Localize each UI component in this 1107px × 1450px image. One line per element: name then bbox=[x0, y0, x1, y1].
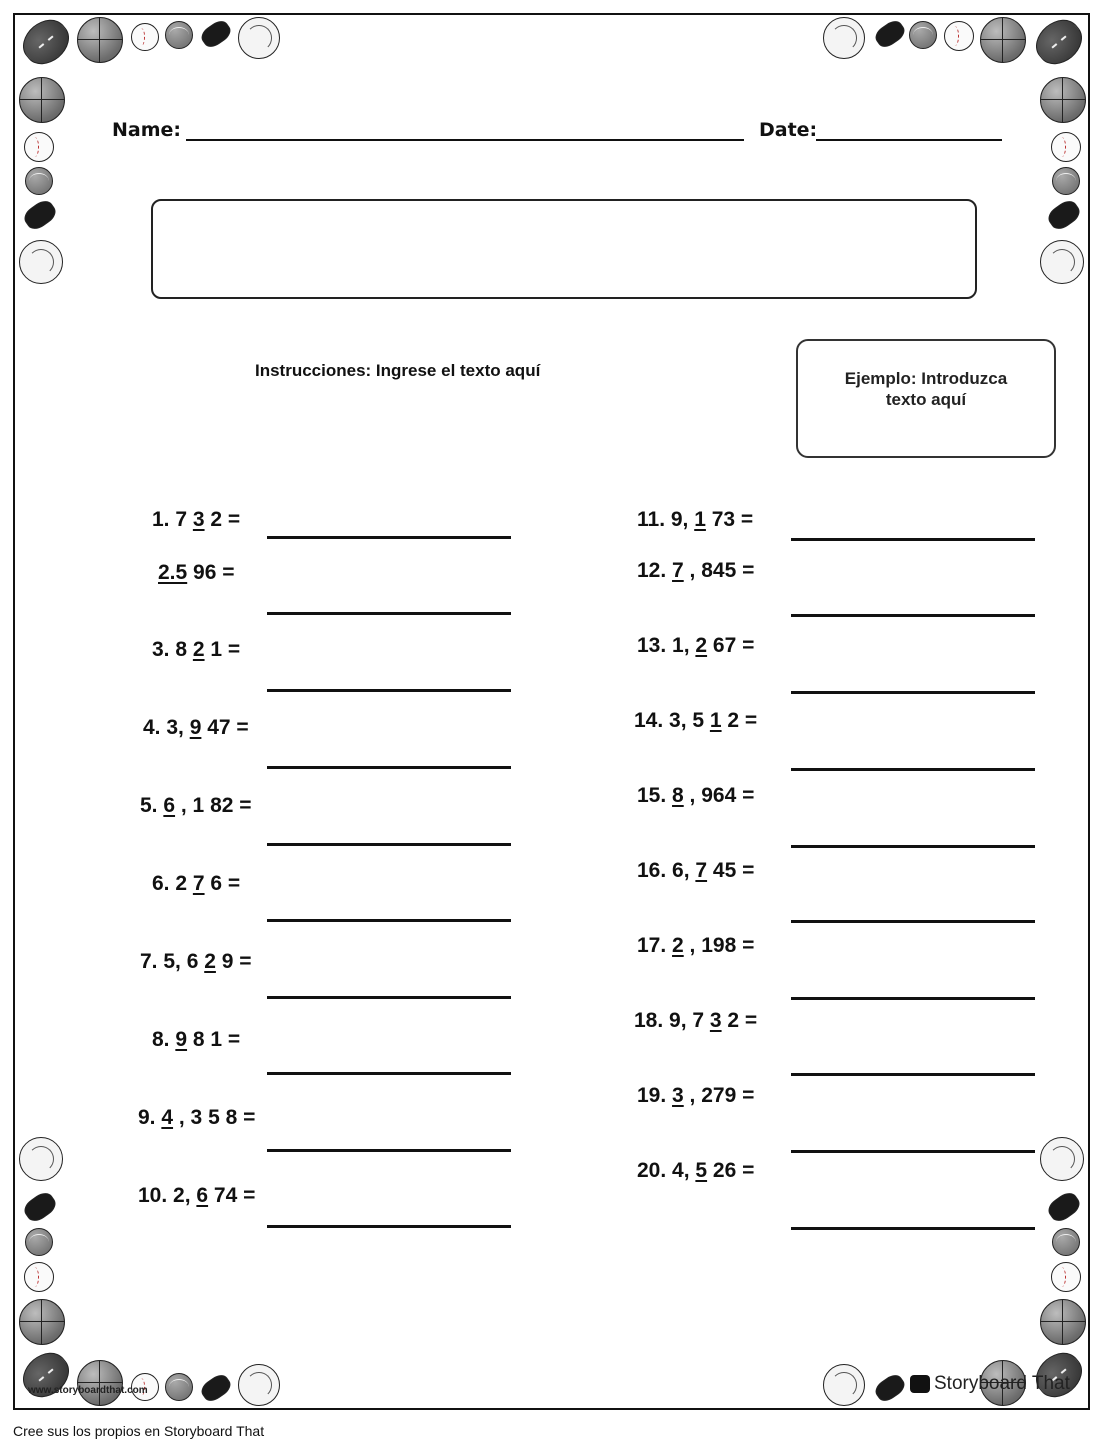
question-prefix: 6. 2 bbox=[152, 872, 193, 895]
volleyball-icon bbox=[823, 1364, 865, 1406]
question-questions_right-5 bbox=[637, 784, 754, 808]
question-prefix: 11. 9, bbox=[637, 508, 695, 531]
underlined-digit: 6 bbox=[163, 794, 176, 817]
volleyball-icon bbox=[1040, 1137, 1084, 1181]
question-prefix: 10. 2, bbox=[138, 1184, 197, 1207]
question-suffix: , 964 = bbox=[683, 784, 755, 807]
baseball-icon bbox=[24, 132, 54, 162]
underlined-digit: 2 bbox=[695, 634, 708, 657]
question-questions_left-4 bbox=[143, 716, 249, 740]
question-suffix: , 845 = bbox=[683, 559, 755, 582]
example-line-1: Ejemplo: Introduzca bbox=[844, 369, 1008, 388]
logo-text: Storyboard That bbox=[934, 1373, 1070, 1394]
basketball-icon bbox=[980, 17, 1026, 63]
ball-icon bbox=[1052, 1228, 1080, 1256]
basketball-icon bbox=[1040, 1299, 1086, 1345]
answer-line[interactable] bbox=[791, 845, 1035, 848]
answer-line[interactable] bbox=[791, 1150, 1035, 1153]
answer-line[interactable] bbox=[791, 614, 1035, 617]
underlined-digit: 9 bbox=[175, 1028, 188, 1051]
underlined-digit: 5 bbox=[695, 1159, 708, 1182]
volleyball-icon bbox=[238, 1364, 280, 1406]
baseball-icon bbox=[1051, 132, 1081, 162]
basketball-icon bbox=[77, 1360, 123, 1406]
example-box bbox=[796, 339, 1056, 458]
question-suffix: 2 = bbox=[721, 709, 758, 732]
answer-line[interactable] bbox=[791, 1073, 1035, 1076]
question-questions_right-1 bbox=[637, 508, 753, 532]
underlined-digit: 3 bbox=[709, 1009, 722, 1032]
ball-icon bbox=[909, 21, 937, 49]
underlined-digit: 8 bbox=[672, 784, 684, 807]
date-label: Date: bbox=[759, 119, 818, 141]
question-prefix: 14. 3, 5 bbox=[634, 709, 710, 732]
question-prefix: 16. 6, bbox=[637, 859, 696, 882]
question-suffix: 96 = bbox=[187, 561, 235, 584]
question-prefix: 3. 8 bbox=[152, 638, 193, 661]
answer-line[interactable] bbox=[791, 768, 1035, 771]
ball-icon bbox=[165, 1373, 193, 1401]
underlined-digit: 1 bbox=[694, 508, 706, 531]
answer-line[interactable] bbox=[267, 1225, 511, 1228]
question-prefix: 19. bbox=[637, 1084, 673, 1107]
question-questions_right-7 bbox=[637, 934, 754, 958]
question-prefix: 4. 3, bbox=[143, 716, 190, 739]
question-prefix: 5. bbox=[140, 794, 164, 817]
question-suffix: , 1 82 = bbox=[175, 794, 252, 817]
question-questions_left-3 bbox=[152, 638, 240, 662]
question-suffix: 2 = bbox=[204, 508, 241, 531]
question-questions_left-10 bbox=[138, 1184, 255, 1208]
volleyball-icon bbox=[19, 1137, 63, 1181]
question-questions_left-9 bbox=[138, 1106, 255, 1130]
volleyball-icon bbox=[19, 240, 63, 284]
ball-icon bbox=[1052, 167, 1080, 195]
name-input-line[interactable] bbox=[186, 139, 744, 141]
question-questions_left-2 bbox=[158, 561, 235, 585]
answer-line[interactable] bbox=[267, 689, 511, 692]
answer-line[interactable] bbox=[267, 843, 511, 846]
question-prefix: 1. 7 bbox=[152, 508, 193, 531]
answer-line[interactable] bbox=[267, 1072, 511, 1075]
question-suffix: 26 = bbox=[707, 1159, 755, 1182]
answer-line[interactable] bbox=[267, 1149, 511, 1152]
example-line-2: texto aquí bbox=[885, 390, 967, 409]
underlined-digit: 6 bbox=[196, 1184, 209, 1207]
underlined-digit: 9 bbox=[189, 716, 202, 739]
question-questions_right-8 bbox=[634, 1009, 757, 1033]
question-suffix: , 198 = bbox=[683, 934, 755, 957]
question-questions_right-6 bbox=[637, 859, 754, 883]
volleyball-icon bbox=[823, 17, 865, 59]
answer-line[interactable] bbox=[267, 919, 511, 922]
question-prefix: 15. bbox=[637, 784, 673, 807]
date-input-line[interactable] bbox=[816, 139, 1002, 141]
question-suffix: 73 = bbox=[705, 508, 754, 531]
question-questions_right-3 bbox=[637, 634, 754, 658]
question-prefix: 9. bbox=[138, 1106, 162, 1129]
question-suffix: 6 = bbox=[204, 872, 241, 895]
question-questions_right-9 bbox=[637, 1084, 754, 1108]
question-questions_left-5 bbox=[140, 794, 252, 818]
watermark-text: www.storyboardthat.com bbox=[28, 1385, 148, 1396]
underlined-digit: 4 bbox=[161, 1106, 174, 1129]
question-questions_right-2 bbox=[637, 559, 754, 583]
underlined-digit: 2 bbox=[672, 934, 684, 957]
question-prefix: 12. bbox=[637, 559, 673, 582]
storyboard-that-logo bbox=[910, 1373, 1070, 1395]
question-prefix: 7. 5, 6 bbox=[140, 950, 205, 973]
underlined-digit: 2 bbox=[204, 950, 216, 973]
underlined-digit: 1 bbox=[709, 709, 722, 732]
basketball-icon bbox=[19, 1299, 65, 1345]
question-suffix: 9 = bbox=[215, 950, 252, 973]
answer-line[interactable] bbox=[267, 536, 511, 539]
underlined-digit: 3 bbox=[192, 508, 205, 531]
underlined-digit: 2 bbox=[192, 638, 205, 661]
question-suffix: 8 1 = bbox=[187, 1028, 241, 1051]
underlined-digit: 2.5 bbox=[158, 561, 188, 584]
basketball-icon bbox=[1040, 77, 1086, 123]
question-suffix: 74 = bbox=[208, 1184, 256, 1207]
question-prefix: 8. bbox=[152, 1028, 176, 1051]
question-suffix: , 3 5 8 = bbox=[173, 1106, 256, 1129]
instructions-text: Instrucciones: Ingrese el texto aquí bbox=[255, 361, 541, 380]
underlined-digit: 7 bbox=[695, 859, 708, 882]
baseball-icon bbox=[1051, 1262, 1081, 1292]
underlined-digit: 3 bbox=[672, 1084, 684, 1107]
question-prefix: 13. 1, bbox=[637, 634, 696, 657]
ball-icon bbox=[25, 167, 53, 195]
underlined-digit: 7 bbox=[192, 872, 205, 895]
answer-line[interactable] bbox=[791, 997, 1035, 1000]
baseball-icon bbox=[944, 21, 974, 51]
question-questions_right-4 bbox=[634, 709, 757, 733]
logo-icon bbox=[910, 1375, 930, 1393]
question-suffix: 67 = bbox=[707, 634, 755, 657]
question-questions_left-7 bbox=[140, 950, 252, 974]
question-suffix: 1 = bbox=[204, 638, 241, 661]
underlined-digit: 7 bbox=[672, 559, 684, 582]
question-questions_right-10 bbox=[637, 1159, 754, 1183]
baseball-icon bbox=[24, 1262, 54, 1292]
question-prefix: 18. 9, 7 bbox=[634, 1009, 710, 1032]
ball-icon bbox=[25, 1228, 53, 1256]
question-suffix: 45 = bbox=[707, 859, 755, 882]
question-questions_left-8 bbox=[152, 1028, 240, 1052]
answer-line[interactable] bbox=[267, 996, 511, 999]
basketball-icon bbox=[19, 77, 65, 123]
baseball-icon bbox=[131, 23, 159, 51]
question-suffix: 47 = bbox=[201, 716, 249, 739]
footer-text: Cree sus los propios en Storyboard That bbox=[13, 1423, 265, 1439]
question-suffix: , 279 = bbox=[683, 1084, 755, 1107]
title-box[interactable] bbox=[151, 199, 977, 299]
answer-line[interactable] bbox=[267, 766, 511, 769]
answer-line[interactable] bbox=[791, 691, 1035, 694]
question-prefix: 20. 4, bbox=[637, 1159, 696, 1182]
question-prefix: 17. bbox=[637, 934, 673, 957]
question-questions_left-6 bbox=[152, 872, 240, 896]
basketball-icon bbox=[77, 17, 123, 63]
name-label: Name: bbox=[112, 119, 182, 141]
ball-icon bbox=[165, 21, 193, 49]
volleyball-icon bbox=[238, 17, 280, 59]
question-suffix: 2 = bbox=[721, 1009, 758, 1032]
question-questions_left-1 bbox=[152, 508, 240, 532]
answer-line[interactable] bbox=[791, 1227, 1035, 1230]
answer-line[interactable] bbox=[267, 612, 511, 615]
answer-line[interactable] bbox=[791, 920, 1035, 923]
volleyball-icon bbox=[1040, 240, 1084, 284]
answer-line[interactable] bbox=[791, 538, 1035, 541]
